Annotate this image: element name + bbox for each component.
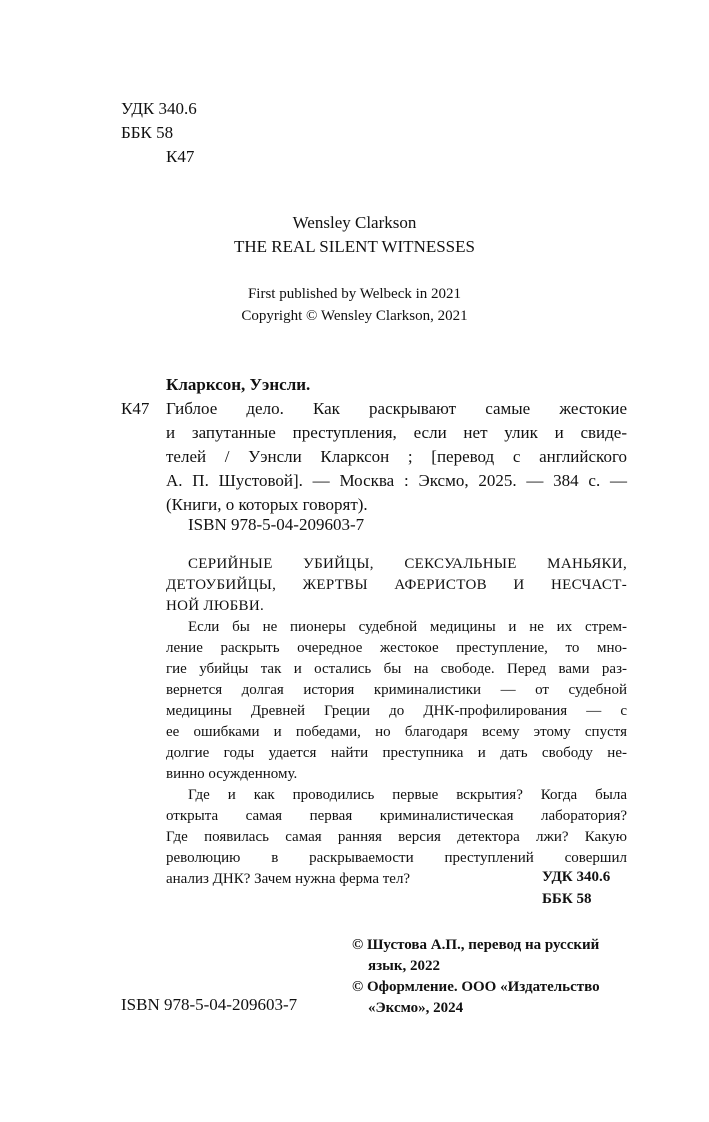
original-author: Wensley Clarkson xyxy=(292,213,417,232)
copyright-block xyxy=(352,935,600,1019)
author-mark: К47 xyxy=(166,147,195,166)
annotation-line: гие убийцы так и остались бы на свободе. Перед вами раз- xyxy=(166,661,627,677)
annotation-caps xyxy=(166,554,627,617)
annotation-line: Если бы не пионеры судебной медицины и не их стрем- xyxy=(188,619,627,635)
annotation-bbk: ББК 58 xyxy=(542,891,592,907)
annotation-line: анализ ДНК? Зачем нужна ферма тел? xyxy=(166,871,411,887)
annotation-udk: УДК 340.6 xyxy=(542,869,611,885)
annotation-line: Где появилась самая ранняя версия детектора лжи? Какую xyxy=(166,829,627,845)
annotation-paragraph-1 xyxy=(166,617,627,785)
copyright-line: язык, 2022 xyxy=(368,958,440,974)
annotation-line: медицины Древней Греции до ДНК-профилирования — с xyxy=(166,703,627,719)
first-published: First published by Welbeck in 2021 xyxy=(247,286,462,302)
bibliography-mark: К47 xyxy=(121,399,150,418)
footer-isbn: ISBN 978-5-04-209603-7 xyxy=(121,995,298,1014)
bibliography-body xyxy=(166,398,627,515)
annotation-line: открыта самая первая криминалистическая лаборатория? xyxy=(166,808,627,824)
annotation-caps-line: СЕРИЙНЫЕ УБИЙЦЫ, СЕКСУАЛЬНЫЕ МАНЬЯКИ, xyxy=(188,556,627,572)
original-title: THE REAL SILENT WITNESSES xyxy=(234,237,475,256)
annotation-line: ее ошибками и победами, но благодаря всему этому спустя xyxy=(166,724,627,740)
annotation-line: винно осужденному. xyxy=(166,766,298,782)
annotation-caps-line: НОЙ ЛЮБВИ. xyxy=(166,598,265,614)
bibliography-line: А. П. Шустовой]. — Москва : Эксмо, 2025. — 384 с. — xyxy=(166,471,627,490)
annotation-caps-line: ДЕТОУБИЙЦЫ, ЖЕРТВЫ АФЕРИСТОВ И НЕСЧАСТ- xyxy=(166,577,627,593)
bibliography-isbn: ISBN 978-5-04-209603-7 xyxy=(188,515,365,534)
copyright-line: «Эксмо», 2024 xyxy=(368,1000,464,1016)
annotation-line: вернется долгая история криминалистики — от судебной xyxy=(166,682,627,698)
copyright-line: © Оформление. ООО «Издательство xyxy=(352,979,600,995)
bibliography-line: (Книги, о которых говорят). xyxy=(166,495,368,514)
annotation-line: революцию в раскрываемости преступлений совершил xyxy=(166,850,627,866)
bibliography-heading: Кларксон, Уэнсли. xyxy=(166,375,311,394)
bbk-code: ББК 58 xyxy=(121,123,174,142)
original-copyright: Copyright © Wensley Clarkson, 2021 xyxy=(241,308,468,324)
copyright-line: © Шустова А.П., перевод на русский xyxy=(352,937,600,953)
udk-code: УДК 340.6 xyxy=(121,99,197,118)
bibliography-line: и запутанные преступления, если нет улик и свиде- xyxy=(166,423,627,442)
annotation-line: долгие годы удается найти преступника и дать свободу не- xyxy=(166,745,627,761)
annotation-line: Где и как проводились первые вскрытия? Когда была xyxy=(188,787,627,803)
annotation-line: ление раскрыть очередное жестокое преступление, то мно- xyxy=(166,640,627,656)
bibliography-line: телей / Уэнсли Кларксон ; [перевод с английского xyxy=(166,447,627,466)
bibliography-line: Гиблое дело. Как раскрывают самые жестокие xyxy=(166,399,627,418)
